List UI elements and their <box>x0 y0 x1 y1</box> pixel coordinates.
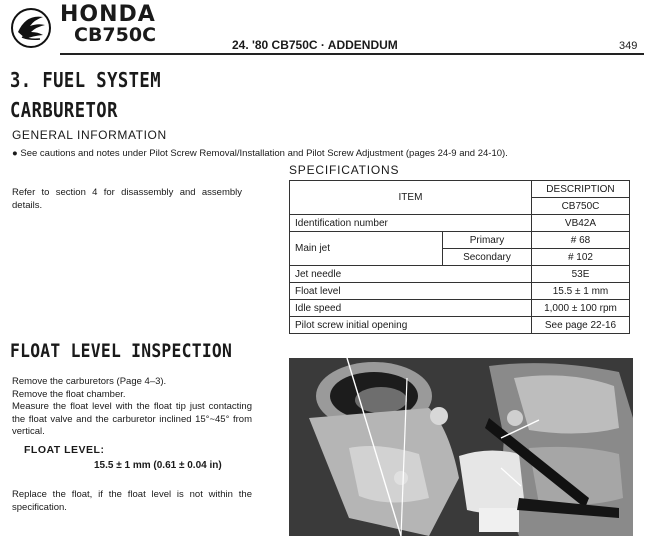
carburetor-photo <box>289 358 633 536</box>
bullet-icon: ● <box>12 148 21 159</box>
model-column-header: CB750C <box>531 198 629 215</box>
pilot-screw-value: See page 22-16 <box>531 317 629 334</box>
identification-label: Identification number <box>290 215 532 232</box>
pilot-screw-label: Pilot screw initial opening <box>290 317 532 334</box>
primary-value: # 68 <box>531 232 629 249</box>
bullet-text: See cautions and notes under Pilot Screw Removal/Installation and Pilot Screw Adjustment (pages 24-9 and 24-10). <box>20 148 508 159</box>
float-level-spec-label: FLOAT LEVEL: <box>24 444 105 456</box>
table-row <box>290 283 630 300</box>
secondary-label: Secondary <box>443 249 532 266</box>
replace-text: Replace the float, if the float level is not within the specification. <box>12 489 252 513</box>
refer-text: Refer to section 4 for disassembly and assembly details. <box>12 187 242 211</box>
model-name: CB750C <box>74 24 157 46</box>
float-level-value: 15.5 ± 1 mm <box>531 283 629 300</box>
instruction-line: Measure the float level with the float tip just contacting the float valve and the carburetor inclined 15°~45° from vertical. <box>12 401 252 437</box>
idle-speed-label: Idle speed <box>290 300 532 317</box>
specifications-heading: SPECIFICATIONS <box>289 163 400 177</box>
primary-label: Primary <box>443 232 532 249</box>
float-inspection-body <box>12 376 252 439</box>
honda-wing-logo <box>10 6 52 50</box>
jet-needle-value: 53E <box>531 266 629 283</box>
jet-needle-label: Jet needle <box>290 266 532 283</box>
float-inspection-title: FLOAT LEVEL INSPECTION <box>10 340 233 362</box>
bullet-note <box>12 148 508 159</box>
float-level-label: Float level <box>290 283 532 300</box>
table-row <box>290 266 630 283</box>
secondary-value: # 102 <box>531 249 629 266</box>
section-title: 3. FUEL SYSTEM <box>10 68 161 92</box>
general-information-heading: GENERAL INFORMATION <box>12 128 167 142</box>
table-row <box>290 317 630 334</box>
float-level-spec-value: 15.5 ± 1 mm (0.61 ± 0.04 in) <box>94 460 222 471</box>
instruction-line: Remove the float chamber. <box>12 388 126 400</box>
brand-name: HONDA <box>60 2 156 27</box>
identification-value: VB42A <box>531 215 629 232</box>
page-number: 349 <box>619 40 638 52</box>
main-jet-label: Main jet <box>290 232 443 266</box>
idle-speed-value: 1,000 ± 100 rpm <box>531 300 629 317</box>
table-row <box>290 300 630 317</box>
instruction-line: Remove the carburetors (Page 4–3). <box>12 376 167 387</box>
specifications-table <box>289 180 630 334</box>
description-header: DESCRIPTION <box>531 181 629 198</box>
subsection-title: CARBURETOR <box>10 98 118 122</box>
table-header-row <box>290 181 630 198</box>
table-row <box>290 215 630 232</box>
table-row <box>290 232 630 249</box>
item-header: ITEM <box>290 181 532 215</box>
header-divider <box>60 53 644 55</box>
running-head: 24. '80 CB750C · ADDENDUM <box>232 38 398 52</box>
